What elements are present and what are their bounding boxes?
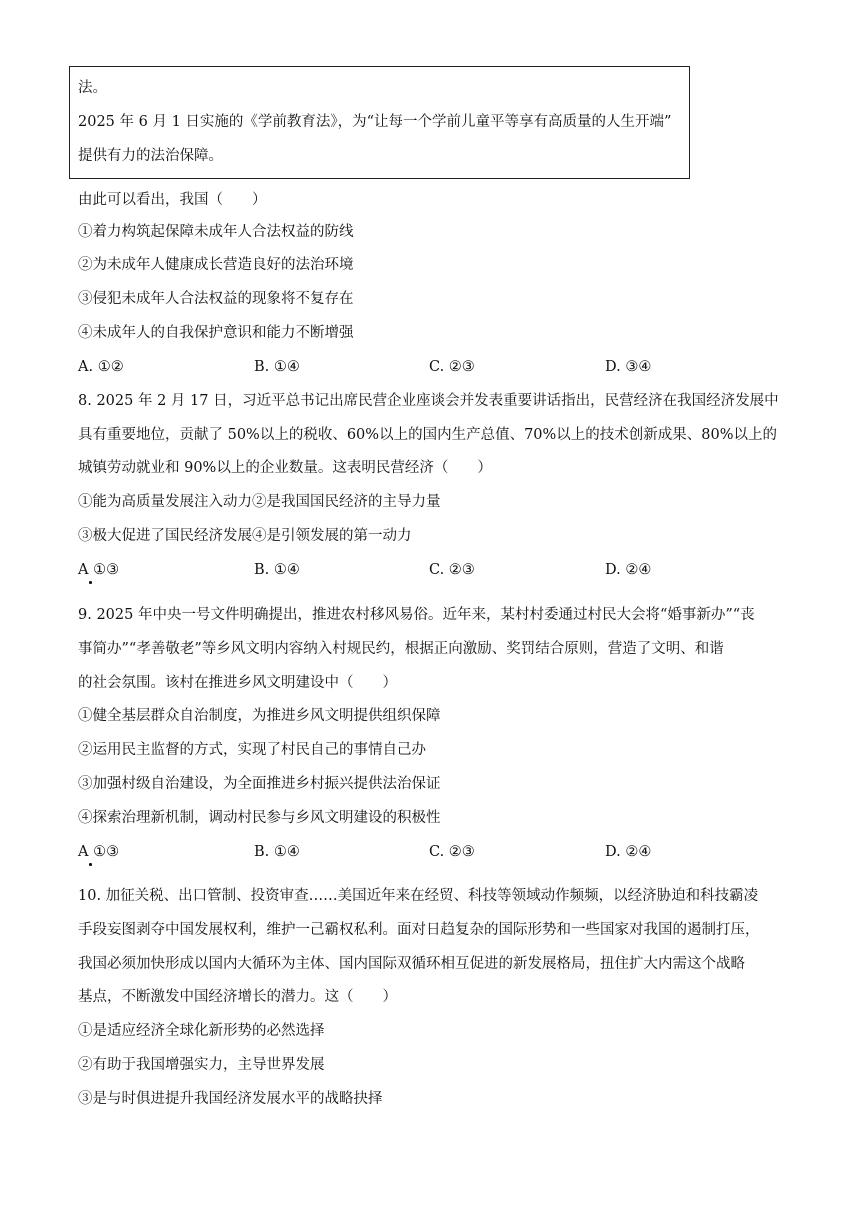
q7-option-c[interactable]: C. ②③ — [429, 359, 475, 375]
q7-option-b[interactable]: B. ①④ — [254, 359, 300, 375]
q7-item-4: ④未成年人的自我保护意识和能力不断增强 — [78, 325, 354, 341]
material-line-3: 提供有力的法治保障。 — [78, 148, 223, 164]
q7-item-3: ③侵犯未成年人合法权益的现象将不复存在 — [78, 291, 354, 307]
q9-option-a[interactable]: A ①③ — [78, 844, 120, 860]
q8-stem-line-3: 城镇劳动就业和 90%以上的企业数量。这表明民营经济（ ） — [78, 460, 492, 476]
q9-item-3: ③加强村级自治建设，为全面推进乡村振兴提供法治保证 — [78, 776, 441, 792]
material-line-1: 法。 — [78, 80, 107, 96]
q10-stem-line-2: 手段妄图剥夺中国发展权利，维护一己霸权私利。面对日趋复杂的国际形势和一些国家对我国的遏制打压， — [78, 922, 760, 938]
q10-stem-line-3: 我国必须加快形成以国内大循环为主体、国内国际双循环相互促进的新发展格局，扭住扩大内需这个战略 — [78, 956, 745, 972]
q9-options — [78, 842, 718, 862]
q7-item-1: ①着力构筑起保障未成年人合法权益的防线 — [78, 224, 354, 240]
q9-option-d[interactable]: D. ②④ — [605, 844, 652, 860]
q9-stem-line-1: 9. 2025 年中央一号文件明确提出，推进农村移风易俗。近年来，某村村委通过村民大会将“婚事新办”“丧 — [78, 607, 755, 623]
q10-stem-line-1: 10. 加征关税、出口管制、投资审查……美国近年来在经贸、科技等领域动作频频，以经济胁迫和科技霸凌 — [78, 888, 759, 904]
q8-option-a[interactable]: A ①③ — [78, 562, 120, 578]
q10-item-3: ③是与时俱进提升我国经济发展水平的战略抉择 — [78, 1091, 383, 1107]
q7-option-d[interactable]: D. ③④ — [605, 359, 652, 375]
q8-item-1: ①能为高质量发展注入动力②是我国国民经济的主导力量 — [78, 494, 441, 510]
q7-option-a[interactable]: A. ①② — [78, 359, 124, 375]
q8-stem-line-2: 具有重要地位，贡献了 50%以上的税收、60%以上的国内生产总值、70%以上的技术创新成果、80%以上的 — [78, 427, 778, 443]
q9-stem-line-2: 事简办”“孝善敬老”等乡风文明内容纳入村规民约，根据正向激励、奖罚结合原则，营造了文明、和谐 — [78, 641, 724, 657]
q9-option-c[interactable]: C. ②③ — [429, 844, 475, 860]
material-line-2: 2025 年 6 月 1 日实施的《学前教育法》，为“让每一个学前儿童平等享有高质量的人生开端” — [78, 114, 672, 130]
q9-option-b[interactable]: B. ①④ — [254, 844, 300, 860]
q10-item-2: ②有助于我国增强实力，主导世界发展 — [78, 1057, 325, 1073]
q9-item-1: ①健全基层群众自治制度，为推进乡风文明提供组织保障 — [78, 708, 441, 724]
q8-item-2: ③极大促进了国民经济发展④是引领发展的第一动力 — [78, 528, 412, 544]
q8-option-d[interactable]: D. ②④ — [605, 562, 652, 578]
q7-item-2: ②为未成年人健康成长营造良好的法治环境 — [78, 257, 354, 273]
q8-option-c[interactable]: C. ②③ — [429, 562, 475, 578]
q10-item-1: ①是适应经济全球化新形势的必然选择 — [78, 1023, 325, 1039]
q8-options — [78, 560, 718, 580]
q9-item-2: ②运用民主监督的方式，实现了村民自己的事情自己办 — [78, 742, 426, 758]
q10-stem-line-4: 基点，不断激发中国经济增长的潜力。这（ ） — [78, 989, 397, 1005]
q8-stem-line-1: 8. 2025 年 2 月 17 日，习近平总书记出席民营企业座谈会并发表重要讲话指出，民营经济在我国经济发展中 — [78, 393, 779, 409]
q9-stem-line-3: 的社会氛围。该村在推进乡风文明建设中（ ） — [78, 675, 397, 691]
q9-item-4: ④探索治理新机制，调动村民参与乡风文明建设的积极性 — [78, 810, 441, 826]
q7-stem: 由此可以看出，我国（ ） — [78, 192, 267, 208]
q7-options — [78, 357, 718, 377]
q8-option-b[interactable]: B. ①④ — [254, 562, 300, 578]
